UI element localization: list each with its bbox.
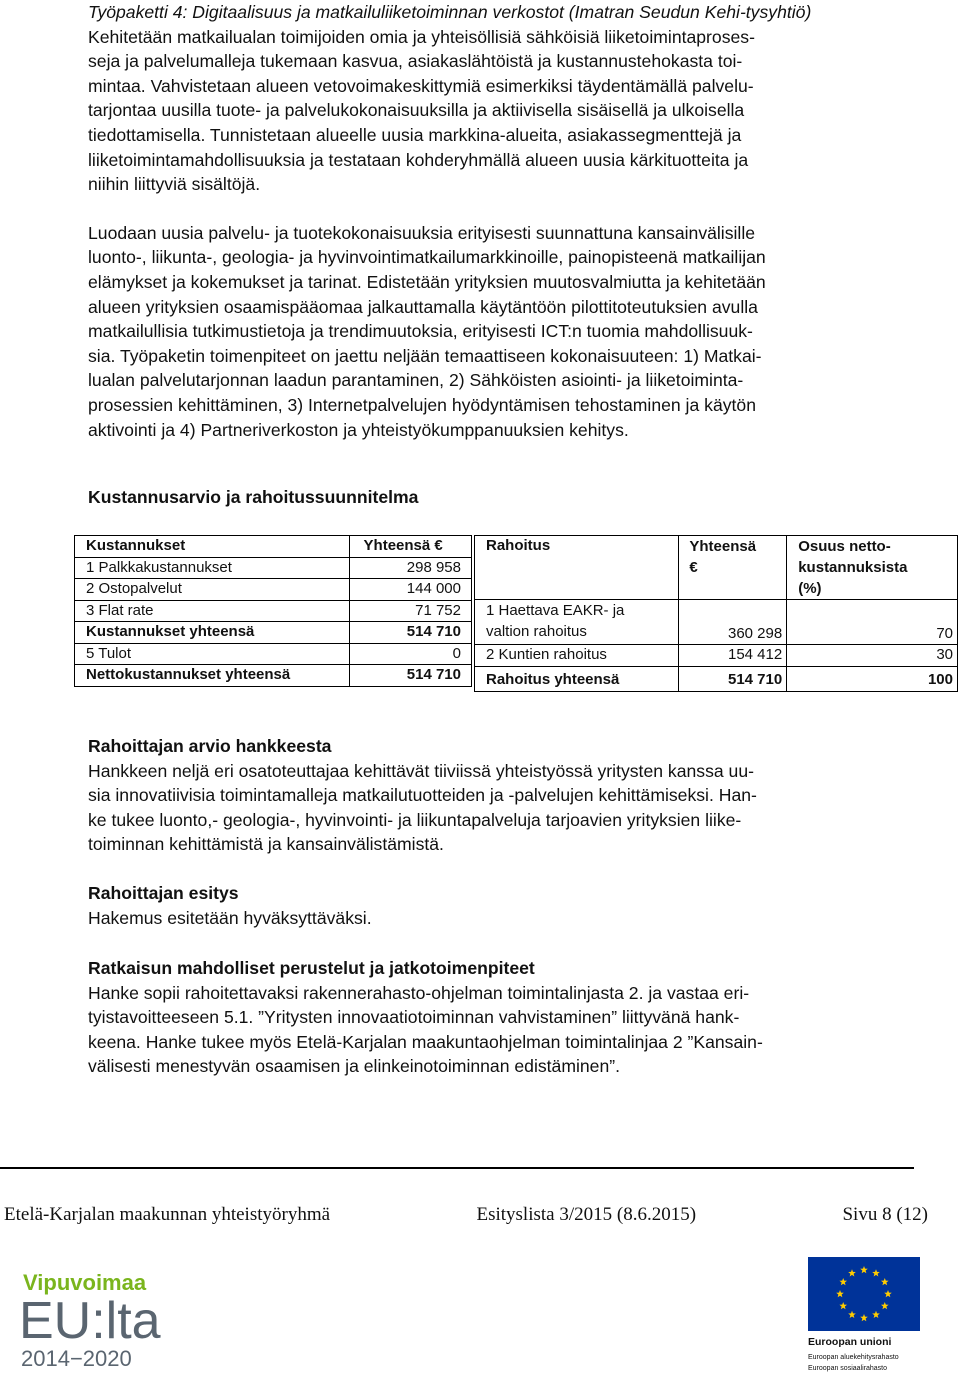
footer-page-number: Sivu 8 (12): [842, 1204, 928, 1225]
table-row: [75, 600, 472, 622]
table-row: [75, 643, 472, 665]
funding-value: 514 710: [679, 666, 787, 691]
funding-value: 360 298: [679, 600, 787, 645]
intro-paragraph-1: [88, 25, 910, 197]
text-line: Hanke sopii rahoitettavaksi rakennerahasto-ohjelman toimintalinjasta 2. ja vastaa eri-: [88, 982, 750, 1003]
eu-fund-1-text: Euroopan aluekehitysrahasto: [808, 1354, 899, 1361]
cost-value: 144 000: [349, 579, 471, 601]
text-line: tyistavoitteeseen 5.1. ”Yritysten innovaatiotoiminnan vahvistaminen” liittyvänä hank-: [88, 1007, 740, 1028]
text-line: elämykset ja kokemukset ja tarinat. Edistetään yrityksien muutosvalmiutta ja kehitetään: [88, 271, 766, 292]
cost-value: 514 710: [349, 665, 471, 687]
table-row: [75, 557, 472, 579]
funding-header-label: Rahoitus: [475, 536, 679, 600]
grounds-heading: Ratkaisun mahdolliset perustelut ja jatkotoimenpiteet: [88, 958, 535, 978]
text-line: seja ja palvelumalleja tukemaan kasvua, asiakaslähtöistä ja kustannustehokasta toi-: [88, 51, 743, 72]
work-package-title: Työpaketti 4: Digitaalisuus ja matkailuliiketoiminnan verkostot (Imatran Seudun Kehi-tysyhtiö): [88, 2, 812, 22]
proposal-section: [88, 881, 910, 930]
assessment-section: [88, 734, 910, 857]
text-line: tiedottamisella. Tunnistetaan alueelle uusia markkina-alueita, asiakassegmenttejä ja: [88, 124, 742, 145]
text-line: mintaa. Vahvistetaan alueen vetovoimakeskittymiä esimerkiksi täydentämällä palvelu-: [88, 75, 754, 96]
cost-value: 0: [349, 643, 471, 665]
table-row: [75, 665, 472, 687]
cost-cell: 5 Tulot: [75, 643, 350, 665]
funding-share: 70: [787, 600, 958, 645]
text-line: keena. Hanke tukee myös Etelä-Karjalan maakuntaohjelman toimintalinjaa 2 ”Kansain-: [88, 1031, 763, 1052]
footer-organization: Etelä-Karjalan maakunnan yhteistyöryhmä: [4, 1204, 331, 1225]
grounds-section: [88, 956, 910, 1079]
assessment-text: [88, 759, 910, 857]
footer-agenda: Esityslista 3/2015 (8.6.2015): [476, 1204, 697, 1225]
funding-table: [474, 535, 958, 692]
cost-value: 514 710: [349, 622, 471, 644]
text-line: Kehitetään matkailualan toimijoiden omia ja yhteisöllisiä sähköisiä liiketoimintaproses-: [88, 26, 755, 47]
funding-value: 154 412: [679, 645, 787, 667]
proposal-text: [88, 906, 910, 931]
grounds-text: [88, 981, 910, 1079]
cost-value: 71 752: [349, 600, 471, 622]
text-line: sia innovatiivisia toimintamalleja matkailutuotteiden ja -palvelujen kehittämiseksi. Han-: [88, 785, 757, 806]
logo-years-text: 2014−2020: [21, 1346, 132, 1370]
cost-cell: 1 Palkkakustannukset: [75, 557, 350, 579]
text-line: lualan palvelutarjonnan laadun parantaminen, 2) Sähköisten asiointi- ja liiketoiminta-: [88, 370, 744, 391]
page-footer: [0, 1204, 928, 1226]
text-line: liiketoimintamahdollisuuksia ja testataan kohderyhmällä alueen uusia kärkituotteita ja: [88, 149, 749, 170]
text-line: alueen yrityksien osaamispääomaa jalkauttamalla käytäntöön pilottitoteutuksien avulla: [88, 296, 758, 317]
funding-header-total: Yhteensä €: [679, 536, 787, 600]
eu-fund-2-text: Euroopan sosiaalirahasto: [808, 1365, 887, 1372]
eu-flag-logo: [804, 1257, 924, 1375]
table-row: [75, 536, 472, 558]
vipuvoimaa-eu-logo: [15, 1268, 175, 1370]
funding-cell: Rahoitus yhteensä: [475, 666, 679, 691]
text-line: välisesti menestyvän osaamisen ja elinkeinotoiminnan edistäminen”.: [88, 1056, 620, 1077]
cost-header-label: Kustannukset: [75, 536, 350, 558]
text-line: aktivointi ja 4) Partneriverkoston ja yhteistyökumppanuuksien kehitys.: [88, 419, 629, 440]
cost-cell: Nettokustannukset yhteensä: [75, 665, 350, 687]
cost-value: 298 958: [349, 557, 471, 579]
funding-share: 100: [787, 666, 958, 691]
table-row: [475, 666, 958, 691]
text-line: Hakemus esitetään hyväksyttäväksi.: [88, 907, 372, 928]
text-line: luonto-, liikunta-, geologia- ja hyvinvointimatkailumarkkinoille, painopisteenä matkailijan: [88, 247, 766, 268]
budget-heading: Kustannusarvio ja rahoitussuunnitelma: [88, 487, 419, 507]
text-line: ke tukee luonto,- geologia-, hyvinvointi- ja liikuntapalveluja tarjoavien yrityksien liike-: [88, 809, 742, 830]
cost-header-total: Yhteensä €: [349, 536, 471, 558]
table-row: [75, 579, 472, 601]
cost-table: [74, 535, 472, 687]
funding-share: 30: [787, 645, 958, 667]
text-line: matkailullisia tutkimustietoja ja trendimuutoksia, erityisesti ICT:n tuomia mahdollisuuk-: [88, 321, 753, 342]
assessment-heading: Rahoittajan arvio hankkeesta: [88, 736, 332, 756]
text-line: niihin liittyviä sisältöjä.: [88, 174, 261, 195]
logo-eu-text: EU:lta: [19, 1292, 161, 1350]
funding-header-share: Osuus netto- kustannuksista (%): [787, 536, 958, 600]
eu-title-text: Euroopan unioni: [808, 1336, 892, 1348]
table-row: [475, 600, 958, 645]
cost-cell: 3 Flat rate: [75, 600, 350, 622]
text-line: Luodaan uusia palvelu- ja tuotekokonaisuuksia erityisesti suunnattuna kansainvälisille: [88, 222, 756, 243]
intro-section: [88, 0, 910, 442]
text-line: prosessien kehittäminen, 3) Internetpalvelujen hyödyntämisen tehostaminen ja käytön: [88, 394, 756, 415]
text-line: sia. Työpaketin toimenpiteet on jaettu neljään temaattiseen kokonaisuuteen: 1) Matkai-: [88, 345, 762, 366]
logo-vipuvoimaa-text: Vipuvoimaa: [23, 1270, 147, 1295]
cost-cell: Kustannukset yhteensä: [75, 622, 350, 644]
proposal-heading: Rahoittajan esitys: [88, 883, 239, 903]
text-line: Hankkeen neljä eri osatoteuttajaa kehittävät tiiviissä yhteistyössä yritysten kanssa uu-: [88, 760, 754, 781]
table-row: [475, 536, 958, 600]
table-row: [475, 645, 958, 667]
text-line: toiminnan kehittämistä ja kansainvälistämistä.: [88, 834, 444, 855]
table-row: [75, 622, 472, 644]
funding-cell: 1 Haettava EAKR- ja valtion rahoitus: [475, 600, 679, 645]
intro-paragraph-2: [88, 221, 910, 442]
text-line: tarjontaa uusilla tuote- ja palvelukokonaisuuksilla ja aktiivisella sisäisellä ja ulkoisella: [88, 100, 745, 121]
cost-cell: 2 Ostopalvelut: [75, 579, 350, 601]
footer-divider: [0, 1167, 914, 1169]
funding-cell: 2 Kuntien rahoitus: [475, 645, 679, 667]
